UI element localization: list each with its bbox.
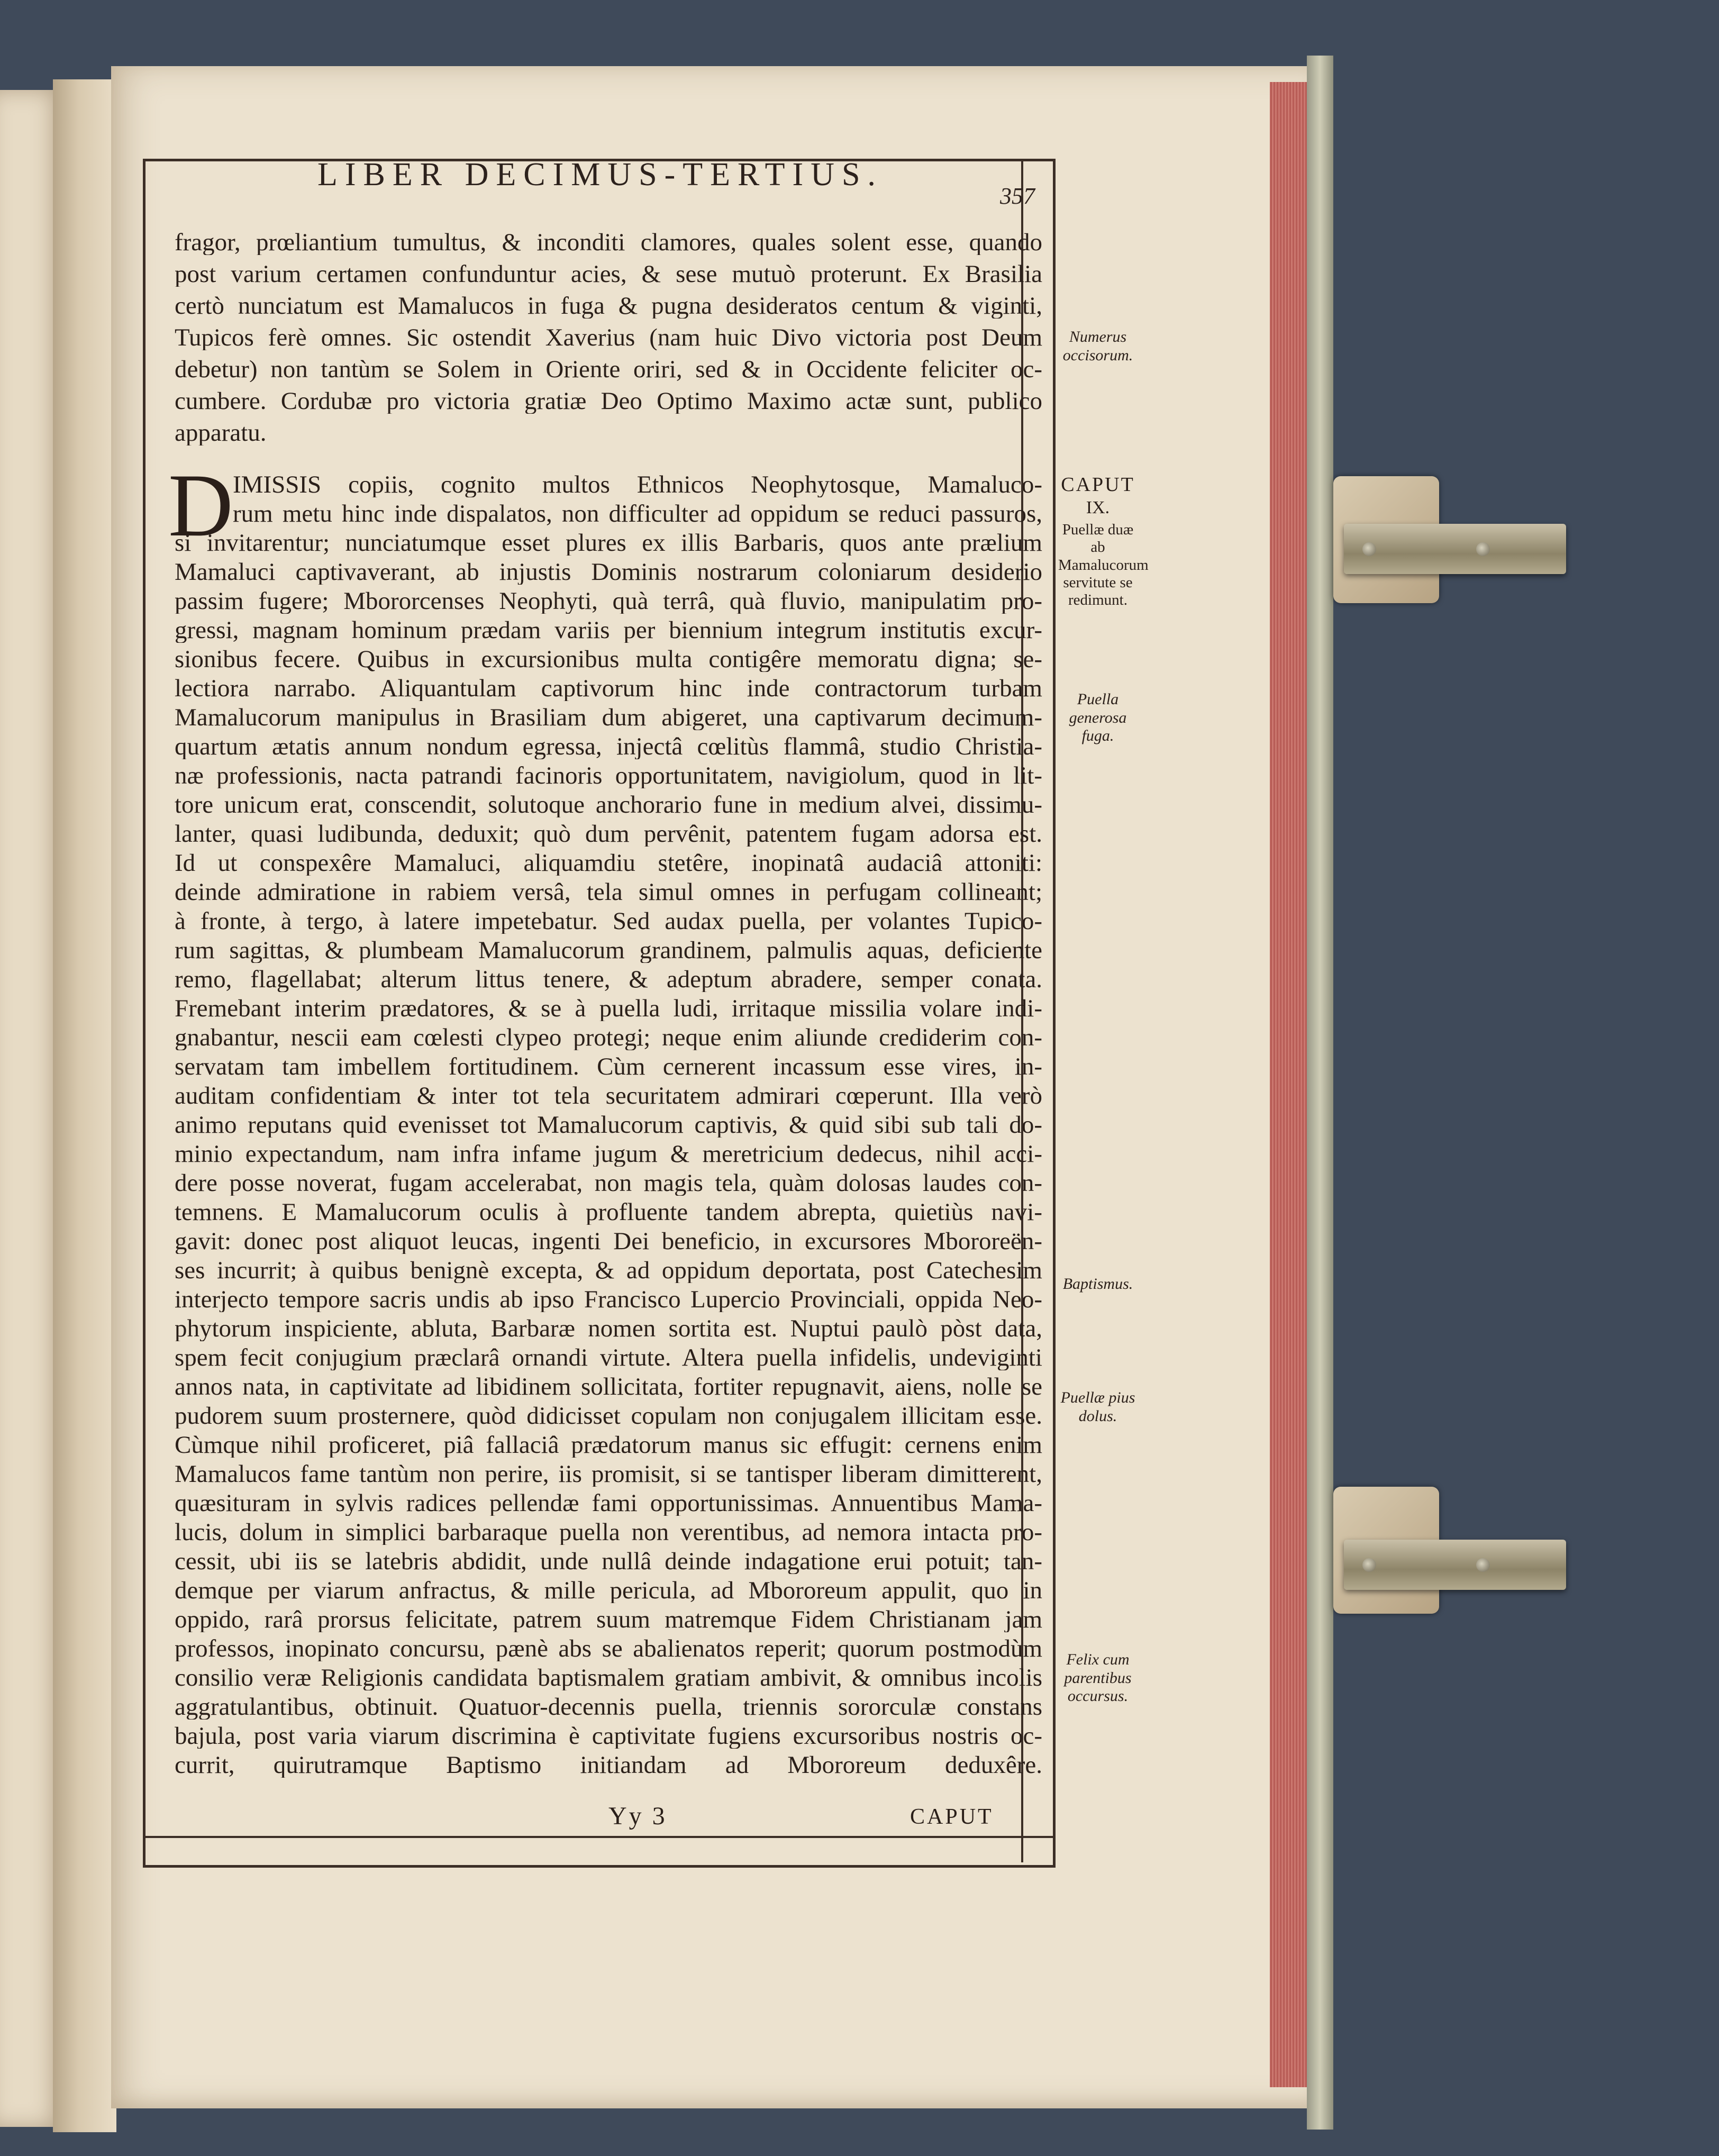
text-line: Tupicos ferè omnes. Sic ostendit Xaverius (nam huic Divo victoria post Deum bbox=[175, 325, 1042, 350]
text-line: cumbere. Cordubæ pro victoria gratiæ Deo Optimo Maximo actæ sunt, publico bbox=[175, 389, 1042, 414]
text-line: debetur) non tantùm se Solem in Oriente oriri, sed & in Occidente feliciter oc- bbox=[175, 357, 1042, 382]
signature-mark: Yy 3 bbox=[608, 1802, 667, 1830]
text-line: næ professionis, nacta patrandi facinoris opportunitatem, navigiolum, quod in lit- bbox=[175, 763, 1042, 788]
margin-note-felix: Felix cum parentibus occursus. bbox=[1064, 1651, 1132, 1705]
running-head: LIBER DECIMUS-TERTIUS. bbox=[317, 157, 883, 193]
text-line: cessit, ubi iis se latebris abdidit, unde nullâ deinde indagatione erui potuit; tan- bbox=[175, 1549, 1042, 1574]
text-line: fragor, prœliantium tumultus, & inconditi clamores, quales solent esse, quando bbox=[175, 230, 1042, 255]
upper-clasp-strap bbox=[1344, 524, 1566, 574]
rivet-icon bbox=[1476, 542, 1490, 556]
text-line: currit, quirutramque Baptismo initiandam ad Mbororeum deduxêre. bbox=[175, 1753, 1042, 1778]
text-line: deinde admiratione in rabiem versâ, tela simul omnes in perfugam collineant; bbox=[175, 880, 1042, 905]
margin-note-pius-dolus: Puellæ pius dolus. bbox=[1060, 1389, 1135, 1425]
text-line: Cùmque nihil proficeret, piâ fallaciâ prædatorum manus sic effugit: cernens enim bbox=[175, 1433, 1042, 1458]
text-line: quæsituram in sylvis radices pellendæ fami opportunissimas. Annuentibus Mama- bbox=[175, 1491, 1042, 1516]
text-line: ses incurrit; à quibus benignè excepta, & ad oppidum deportata, post Catechesim bbox=[175, 1258, 1042, 1283]
text-line: Mamalucos fame tantùm non perire, iis promisit, si se tantisper liberam dimitterent, bbox=[175, 1462, 1042, 1487]
text-line: lectiora narrabo. Aliquantulam captivorum hinc inde contractorum turbam bbox=[175, 676, 1042, 701]
text-line: gavit: donec post aliquot leucas, ingenti Dei beneficio, in excursores Mbororeën- bbox=[175, 1229, 1042, 1254]
text-line: remo, flagellabat; alterum littus tenere, & adeptum abradere, semper conata. bbox=[175, 967, 1042, 992]
text-line: Mamalucorum manipulus in Brasiliam dum abigeret, una captivarum decimum- bbox=[175, 705, 1042, 730]
text-line: gnabantur, nescii eam cœlesti clypeo protegi; neque enim aliunde crediderim con- bbox=[175, 1025, 1042, 1050]
text-line: si invitarentur; nunciatumque esset plures ex illis Barbaris, quos ante prælium bbox=[175, 531, 1042, 556]
text-line: animo reputans quid evenisset tot Mamalucorum captivis, & quid sibi sub tali do- bbox=[175, 1113, 1042, 1138]
book-gutter bbox=[53, 79, 116, 2132]
book-board bbox=[1307, 56, 1333, 2130]
text-line: IMISSIS copiis, cognito multos Ethnicos Neophytosque, Mamaluco- bbox=[233, 472, 1042, 497]
text-line: Fremebant interim prædatores, & se à puella ludi, irritaque missilia volare indi- bbox=[175, 996, 1042, 1021]
text-line: Mamaluci captivaverant, ab injustis Dominis nostrarum coloniarum desiderio bbox=[175, 560, 1042, 585]
page-number: 357 bbox=[1000, 183, 1035, 209]
text-line: lanter, quasi ludibunda, deduxit; quò dum pervênit, patentem fugam adorsa est. bbox=[175, 822, 1042, 847]
text-line: aggratulantibus, obtinuit. Quatuor-decennis puella, triennis sororculæ constans bbox=[175, 1695, 1042, 1720]
text-line: à fronte, à tergo, à latere impetebatur. Sed audax puella, per volantes Tupico- bbox=[175, 909, 1042, 934]
rivet-icon bbox=[1362, 542, 1376, 556]
text-line: lucis, dolum in simplici barbaraque puella non verentibus, ad nemora intacta pro- bbox=[175, 1520, 1042, 1545]
text-line: passim fugere; Mbororcenses Neophyti, quà terrâ, quà fluvio, manipulatim pro- bbox=[175, 589, 1042, 614]
text-line: sionibus fecere. Quibus in excursionibus multa contigêre memoratu digna; se- bbox=[175, 647, 1042, 672]
text-line: consilio veræ Religionis candidata baptismalem gratiam ambivit, & omnibus incolis bbox=[175, 1666, 1042, 1690]
text-line: minio expectandum, nam infra infame jugum & meretricium dedecus, nihil acci- bbox=[175, 1142, 1042, 1167]
text-line: rum sagittas, & plumbeam Mamalucorum grandinem, palmulis aquas, deficiente bbox=[175, 938, 1042, 963]
text-line: dere posse noverat, fugam accelerabat, non magis tela, quàm dolosas laudes con- bbox=[175, 1171, 1042, 1196]
text-line: tore unicum erat, conscendit, solutoque anchorario fune in medium alvei, dissimu- bbox=[175, 793, 1042, 817]
text-line: servatam tam imbellem fortitudinem. Cùm cernerent incassum esse vires, in- bbox=[175, 1054, 1042, 1079]
catchword: CAPUT bbox=[910, 1805, 994, 1829]
text-line: demque per viarum anfractus, & mille pericula, ad Mbororeum appulit, quo in bbox=[175, 1578, 1042, 1603]
margin-note-baptismus: Baptismus. bbox=[1062, 1275, 1133, 1293]
text-line: apparatu. bbox=[175, 421, 267, 445]
text-line: spem fecit conjugium præclarâ ornandi virtute. Altera puella infidelis, undeviginti bbox=[175, 1345, 1042, 1370]
drop-cap: D bbox=[168, 456, 233, 555]
text-line: post varium certamen confunduntur acies, & sese mutuò proterunt. Ex Brasilia bbox=[175, 262, 1042, 287]
page-edges-red bbox=[1270, 82, 1307, 2087]
text-line: oppido, rarâ prorsus felicitate, patrem suum matremque Fidem Christianam jam bbox=[175, 1607, 1042, 1632]
margin-note-numerus: Numerus occisorum. bbox=[1062, 328, 1133, 364]
text-line: auditam confidentiam & inter tot tela securitatem admirari cœperunt. Illa verò bbox=[175, 1084, 1042, 1108]
text-line: temnens. E Mamalucorum oculis à profluente tandem abrepta, quietiùs navi- bbox=[175, 1200, 1042, 1225]
margin-caput-title: CAPUT bbox=[1061, 474, 1135, 496]
rivet-icon bbox=[1476, 1558, 1490, 1572]
text-line: annos nata, in captivitate ad libidinem sollicitata, fortiter repugnavit, aiens, nolle se bbox=[175, 1375, 1042, 1399]
text-line: rum metu hinc inde dispalatos, non difficulter ad oppidum se reduci passuros, bbox=[233, 502, 1042, 526]
margin-caput-number: IX. bbox=[1086, 498, 1110, 517]
text-line: pudorem suum prosternere, quòd didicisset copulam non conjugalem illicitam esse. bbox=[175, 1404, 1042, 1429]
bottom-rule bbox=[143, 1836, 1053, 1838]
text-line: certò nunciatum est Mamalucos in fuga & pugna desideratos centum & viginti, bbox=[175, 294, 1042, 319]
rivet-icon bbox=[1362, 1558, 1376, 1572]
lower-clasp-strap bbox=[1344, 1540, 1566, 1590]
text-line: phytorum inspiciente, abluta, Barbaræ nomen sortita est. Nuptui paulò pòst data, bbox=[175, 1316, 1042, 1341]
text-line: quartum ætatis annum nondum egressa, injectâ cœlitùs flammâ, studio Christia- bbox=[175, 734, 1042, 759]
margin-caput-description: Puellæ duæ ab Mamalucorum servitute se redimunt. bbox=[1058, 521, 1149, 609]
text-line: Id ut conspexêre Mamaluci, aliquamdiu stetêre, inopinatâ audaciâ attoniti: bbox=[175, 851, 1042, 876]
text-line: gressi, magnam hominum prædam variis per biennium integrum institutis excur- bbox=[175, 618, 1042, 643]
text-line: bajula, post varia viarum discrimina è captivitate fugiens excursoribus nostris oc- bbox=[175, 1724, 1042, 1749]
margin-note-puella-generosa: Puella generosa fuga. bbox=[1069, 690, 1127, 744]
text-line: interjecto tempore sacris undis ab ipso Francisco Lupercio Provinciali, oppida Neo- bbox=[175, 1287, 1042, 1312]
text-line: professos, inopinato concursu, pænè abs se abalienatos reperit; quorum postmodùm bbox=[175, 1636, 1042, 1661]
